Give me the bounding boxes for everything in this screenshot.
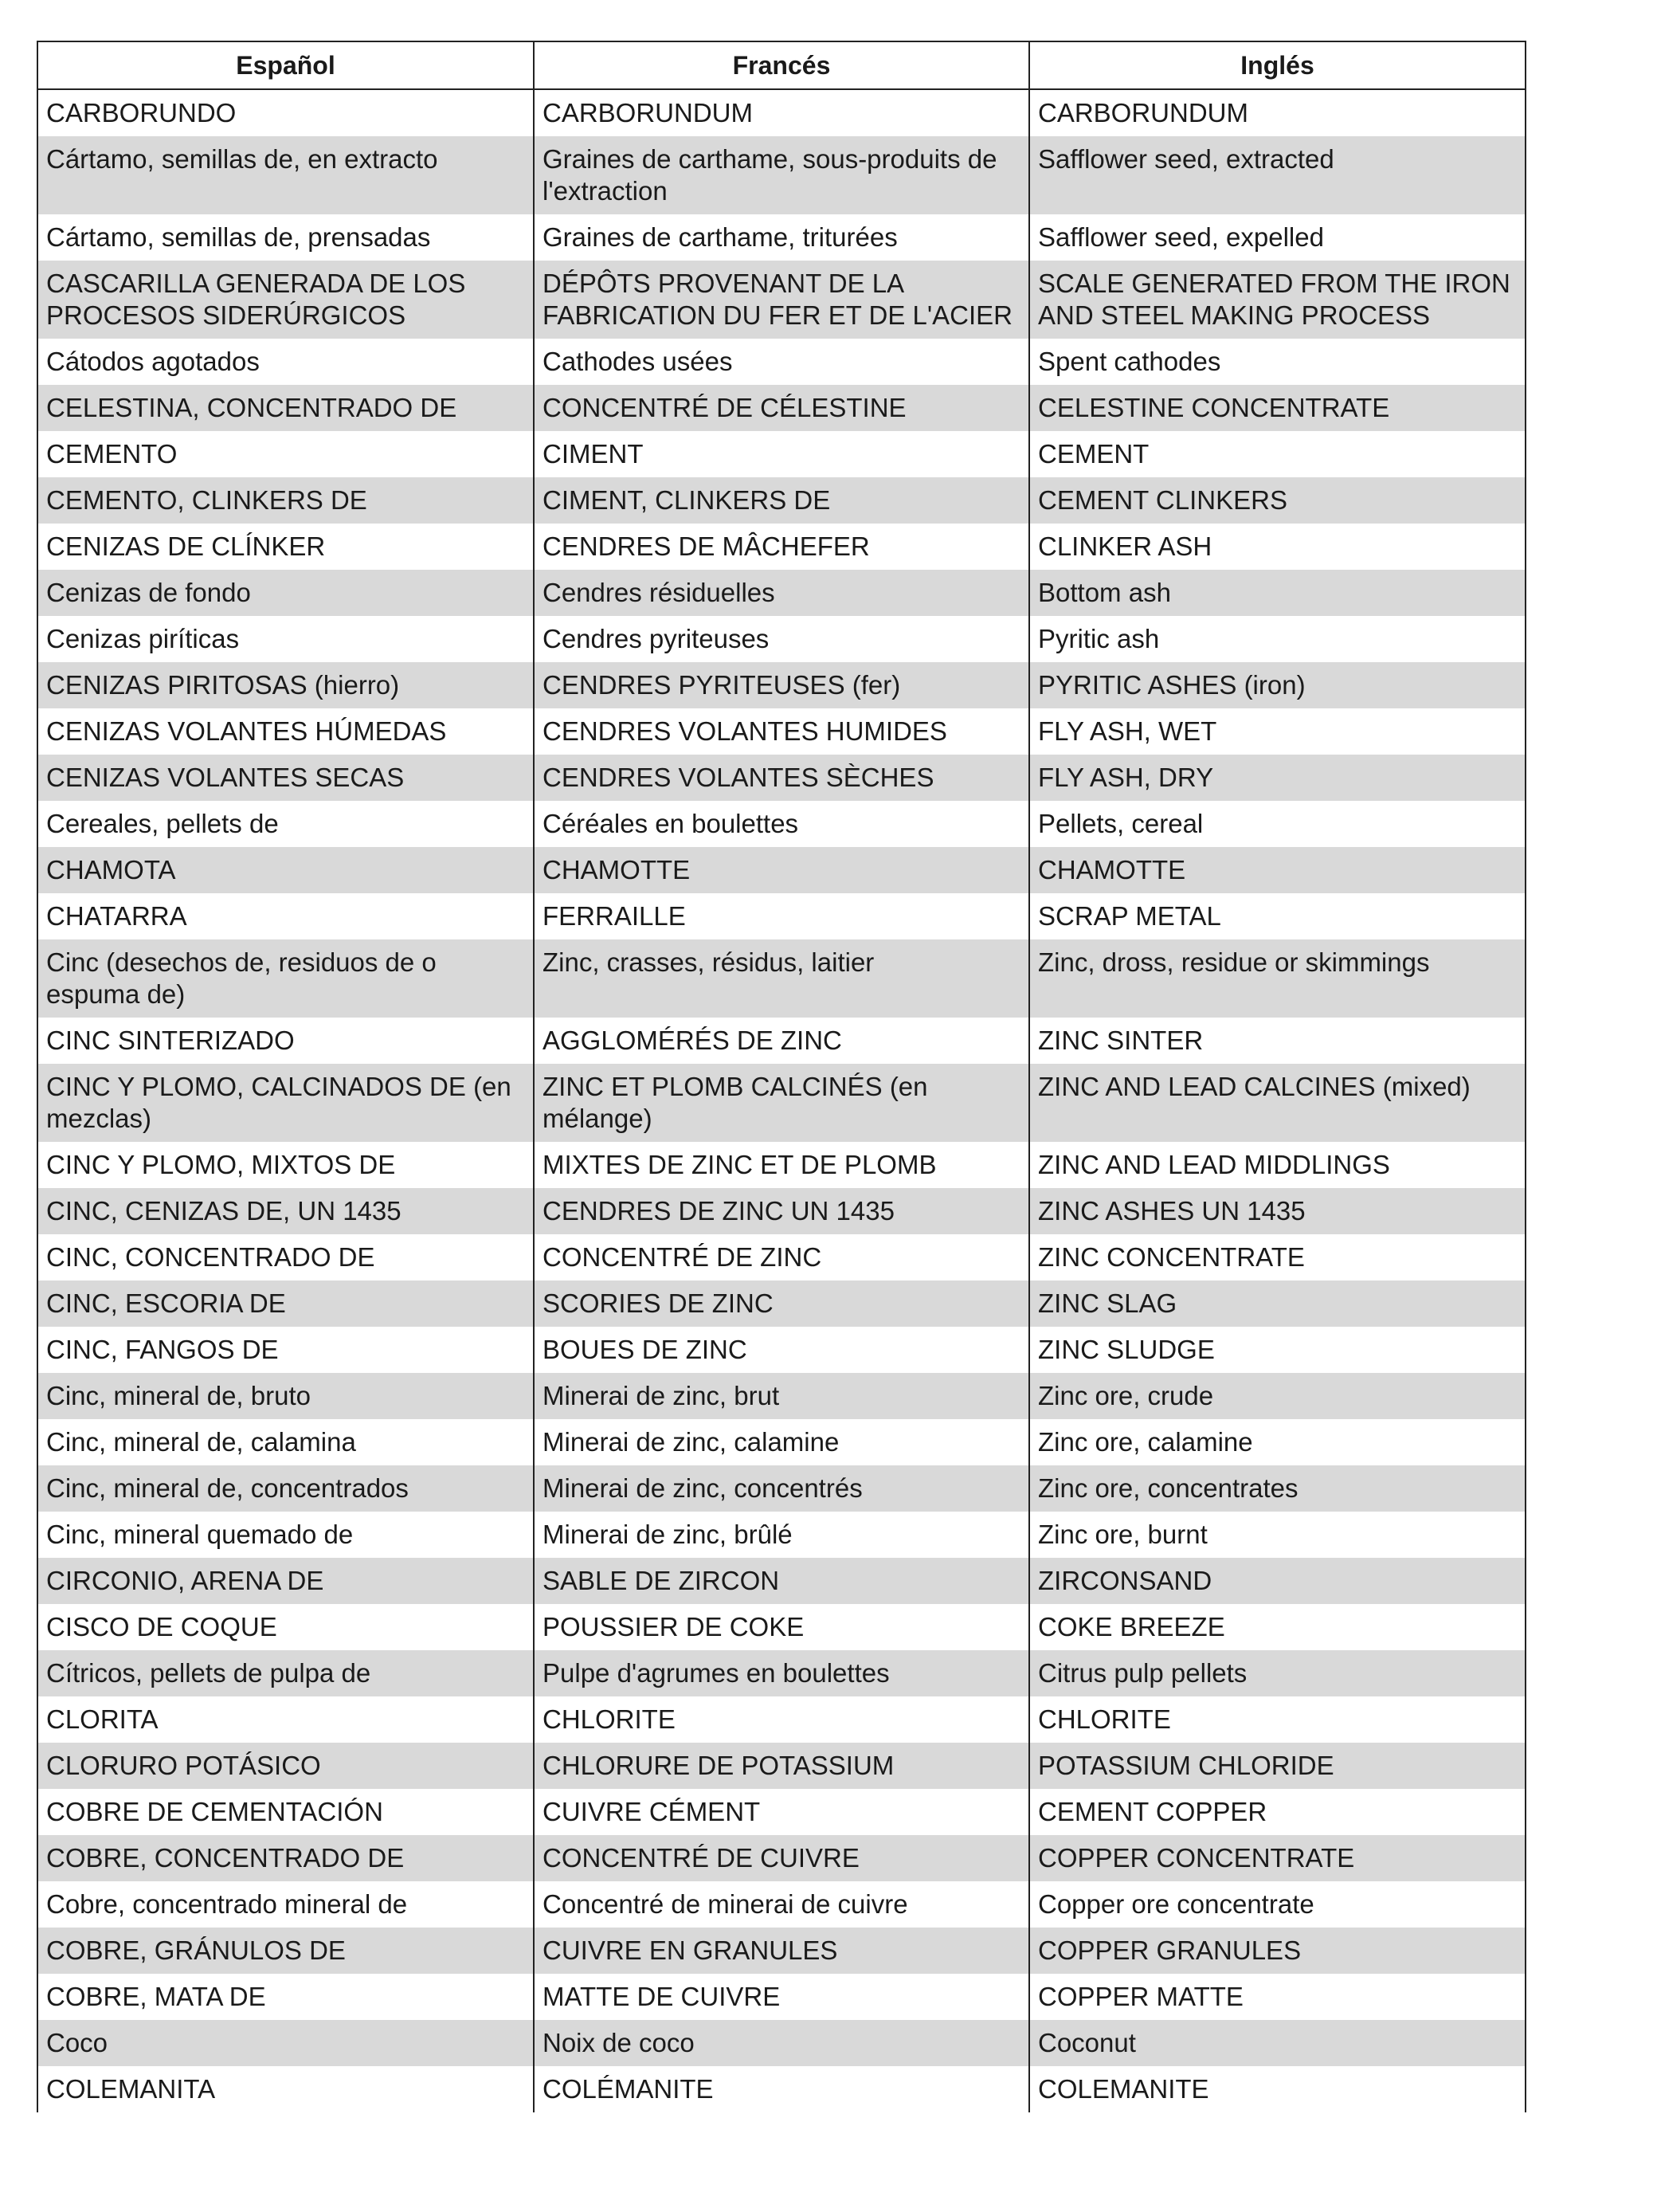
cell-english: CHLORITE [1029,1696,1526,1743]
cell-spanish: CEMENTO, CLINKERS DE [37,477,534,524]
cell-spanish: CISCO DE COQUE [37,1604,534,1650]
cell-french: Minerai de zinc, calamine [534,1419,1029,1465]
cell-french: CENDRES DE MÂCHEFER [534,524,1029,570]
cell-english: POTASSIUM CHLORIDE [1029,1743,1526,1789]
cell-french: Cendres résiduelles [534,570,1029,616]
cell-french: Minerai de zinc, concentrés [534,1465,1029,1512]
table-row [37,214,1526,261]
table-row [37,1188,1526,1234]
cell-french: Graines de carthame, sous-produits de l'extraction [534,136,1029,214]
cell-english: ZINC AND LEAD CALCINES (mixed) [1029,1064,1526,1142]
table-row [37,1928,1526,1974]
cell-french: BOUES DE ZINC [534,1327,1029,1373]
cell-french: MATTE DE CUIVRE [534,1974,1029,2020]
cell-spanish: Coco [37,2020,534,2066]
cell-spanish: CLORURO POTÁSICO [37,1743,534,1789]
cell-french: SCORIES DE ZINC [534,1281,1029,1327]
cell-english: ZINC CONCENTRATE [1029,1234,1526,1281]
cell-english: Spent cathodes [1029,339,1526,385]
cell-english: ZINC AND LEAD MIDDLINGS [1029,1142,1526,1188]
cell-french: Céréales en boulettes [534,801,1029,847]
cell-french: SABLE DE ZIRCON [534,1558,1029,1604]
table-row [37,1743,1526,1789]
cell-spanish: CHAMOTA [37,847,534,893]
cell-spanish: Cereales, pellets de [37,801,534,847]
table-row [37,2066,1526,2112]
cell-spanish: CINC, FANGOS DE [37,1327,534,1373]
table-row [37,708,1526,755]
table-row [37,1512,1526,1558]
cell-spanish: CINC Y PLOMO, CALCINADOS DE (en mezclas) [37,1064,534,1142]
cell-french: CIMENT, CLINKERS DE [534,477,1029,524]
cell-spanish: COLEMANITA [37,2066,534,2112]
cell-spanish: CENIZAS DE CLÍNKER [37,524,534,570]
cell-spanish: Cinc, mineral quemado de [37,1512,534,1558]
cell-french: Cendres pyriteuses [534,616,1029,662]
cell-english: Safflower seed, extracted [1029,136,1526,214]
table-row [37,1234,1526,1281]
cell-spanish: Cinc, mineral de, bruto [37,1373,534,1419]
cell-english: FLY ASH, WET [1029,708,1526,755]
cell-french: Zinc, crasses, résidus, laitier [534,939,1029,1018]
table-row [37,1465,1526,1512]
header-spanish: Español [37,41,534,89]
cell-spanish: Cinc, mineral de, concentrados [37,1465,534,1512]
cell-english: COKE BREEZE [1029,1604,1526,1650]
cell-spanish: CINC, CONCENTRADO DE [37,1234,534,1281]
cargo-name-table [37,41,1526,2112]
cell-french: CHLORURE DE POTASSIUM [534,1743,1029,1789]
table-row [37,1696,1526,1743]
table-row [37,477,1526,524]
table-row [37,801,1526,847]
table-row [37,1881,1526,1928]
table-row [37,1064,1526,1142]
cell-french: Minerai de zinc, brut [534,1373,1029,1419]
cell-english: ZINC SINTER [1029,1018,1526,1064]
cell-spanish: Cítricos, pellets de pulpa de [37,1650,534,1696]
cell-french: FERRAILLE [534,893,1029,939]
cell-english: Zinc ore, burnt [1029,1512,1526,1558]
cell-english: Zinc ore, concentrates [1029,1465,1526,1512]
cell-french: COLÉMANITE [534,2066,1029,2112]
cargo-name-table-container [37,41,1525,2112]
table-row [37,755,1526,801]
cell-english: ZINC ASHES UN 1435 [1029,1188,1526,1234]
cell-french: CENDRES VOLANTES HUMIDES [534,708,1029,755]
table-row [37,1604,1526,1650]
cell-english: ZINC SLAG [1029,1281,1526,1327]
table-row [37,524,1526,570]
cell-spanish: CINC, CENIZAS DE, UN 1435 [37,1188,534,1234]
table-row [37,1974,1526,2020]
table-row [37,847,1526,893]
cell-english: CHAMOTTE [1029,847,1526,893]
table-row [37,1835,1526,1881]
cell-french: POUSSIER DE COKE [534,1604,1029,1650]
cell-english: COLEMANITE [1029,2066,1526,2112]
cell-english: CEMENT COPPER [1029,1789,1526,1835]
cell-english: Pellets, cereal [1029,801,1526,847]
cell-spanish: CENIZAS PIRITOSAS (hierro) [37,662,534,708]
cell-french: CENDRES VOLANTES SÈCHES [534,755,1029,801]
cell-french: MIXTES DE ZINC ET DE PLOMB [534,1142,1029,1188]
table-row [37,939,1526,1018]
cell-spanish: COBRE, CONCENTRADO DE [37,1835,534,1881]
cell-french: Noix de coco [534,2020,1029,2066]
cell-english: COPPER CONCENTRATE [1029,1835,1526,1881]
table-row [37,2020,1526,2066]
table-row [37,1373,1526,1419]
cell-english: Copper ore concentrate [1029,1881,1526,1928]
cell-english: CARBORUNDUM [1029,89,1526,136]
cell-spanish: CLORITA [37,1696,534,1743]
cell-french: CONCENTRÉ DE ZINC [534,1234,1029,1281]
cell-spanish: Cinc, mineral de, calamina [37,1419,534,1465]
cell-french: AGGLOMÉRÉS DE ZINC [534,1018,1029,1064]
cell-spanish: CASCARILLA GENERADA DE LOS PROCESOS SIDERÚRGICOS [37,261,534,339]
table-header-row [37,41,1526,89]
table-row [37,261,1526,339]
cell-english: COPPER GRANULES [1029,1928,1526,1974]
cell-spanish: COBRE DE CEMENTACIÓN [37,1789,534,1835]
cell-spanish: Cinc (desechos de, residuos de o espuma de) [37,939,534,1018]
table-row [37,1142,1526,1188]
table-row [37,616,1526,662]
table-row [37,893,1526,939]
table-row [37,431,1526,477]
cell-english: SCRAP METAL [1029,893,1526,939]
cell-french: CENDRES PYRITEUSES (fer) [534,662,1029,708]
cell-spanish: CIRCONIO, ARENA DE [37,1558,534,1604]
cell-spanish: CARBORUNDO [37,89,534,136]
cell-spanish: Cenizas piríticas [37,616,534,662]
cell-spanish: Cobre, concentrado mineral de [37,1881,534,1928]
cell-french: CUIVRE EN GRANULES [534,1928,1029,1974]
cell-spanish: CEMENTO [37,431,534,477]
cell-french: Minerai de zinc, brûlé [534,1512,1029,1558]
cell-french: CHAMOTTE [534,847,1029,893]
cell-spanish: Cenizas de fondo [37,570,534,616]
cell-french: CUIVRE CÉMENT [534,1789,1029,1835]
table-row [37,339,1526,385]
cell-english: FLY ASH, DRY [1029,755,1526,801]
cell-french: CONCENTRÉ DE CUIVRE [534,1835,1029,1881]
cell-english: CELESTINE CONCENTRATE [1029,385,1526,431]
cell-french: ZINC ET PLOMB CALCINÉS (en mélange) [534,1064,1029,1142]
header-english: Inglés [1029,41,1526,89]
cell-french: Concentré de minerai de cuivre [534,1881,1029,1928]
table-row [37,1558,1526,1604]
table-row [37,385,1526,431]
cell-spanish: CENIZAS VOLANTES SECAS [37,755,534,801]
cell-spanish: Cátodos agotados [37,339,534,385]
cell-english: Zinc, dross, residue or skimmings [1029,939,1526,1018]
header-french: Francés [534,41,1029,89]
table-row [37,1327,1526,1373]
cell-french: CARBORUNDUM [534,89,1029,136]
cell-french: CONCENTRÉ DE CÉLESTINE [534,385,1029,431]
table-row [37,89,1526,136]
cell-french: Cathodes usées [534,339,1029,385]
cell-english: Citrus pulp pellets [1029,1650,1526,1696]
cell-french: CIMENT [534,431,1029,477]
cell-english: CEMENT CLINKERS [1029,477,1526,524]
cell-english: PYRITIC ASHES (iron) [1029,662,1526,708]
table-row [37,1419,1526,1465]
cell-english: Pyritic ash [1029,616,1526,662]
cell-spanish: COBRE, GRÁNULOS DE [37,1928,534,1974]
cell-english: CLINKER ASH [1029,524,1526,570]
table-body [37,89,1526,2112]
cell-english: Zinc ore, crude [1029,1373,1526,1419]
cell-spanish: CELESTINA, CONCENTRADO DE [37,385,534,431]
cell-english: ZINC SLUDGE [1029,1327,1526,1373]
cell-spanish: CINC, ESCORIA DE [37,1281,534,1327]
cell-french: Graines de carthame, triturées [534,214,1029,261]
cell-english: CEMENT [1029,431,1526,477]
cell-french: DÉPÔTS PROVENANT DE LA FABRICATION DU FER ET DE L'ACIER [534,261,1029,339]
cell-english: ZIRCONSAND [1029,1558,1526,1604]
table-row [37,136,1526,214]
cell-french: CHLORITE [534,1696,1029,1743]
table-row [37,1281,1526,1327]
cell-english: COPPER MATTE [1029,1974,1526,2020]
table-row [37,662,1526,708]
cell-spanish: Cártamo, semillas de, en extracto [37,136,534,214]
cell-english: Safflower seed, expelled [1029,214,1526,261]
cell-english: Zinc ore, calamine [1029,1419,1526,1465]
cell-english: Bottom ash [1029,570,1526,616]
cell-spanish: COBRE, MATA DE [37,1974,534,2020]
cell-spanish: CHATARRA [37,893,534,939]
cell-english: Coconut [1029,2020,1526,2066]
cell-spanish: CENIZAS VOLANTES HÚMEDAS [37,708,534,755]
cell-spanish: CINC Y PLOMO, MIXTOS DE [37,1142,534,1188]
table-row [37,570,1526,616]
table-row [37,1650,1526,1696]
cell-french: Pulpe d'agrumes en boulettes [534,1650,1029,1696]
cell-spanish: Cártamo, semillas de, prensadas [37,214,534,261]
table-row [37,1789,1526,1835]
cell-english: SCALE GENERATED FROM THE IRON AND STEEL MAKING PROCESS [1029,261,1526,339]
cell-spanish: CINC SINTERIZADO [37,1018,534,1064]
table-row [37,1018,1526,1064]
cell-french: CENDRES DE ZINC UN 1435 [534,1188,1029,1234]
